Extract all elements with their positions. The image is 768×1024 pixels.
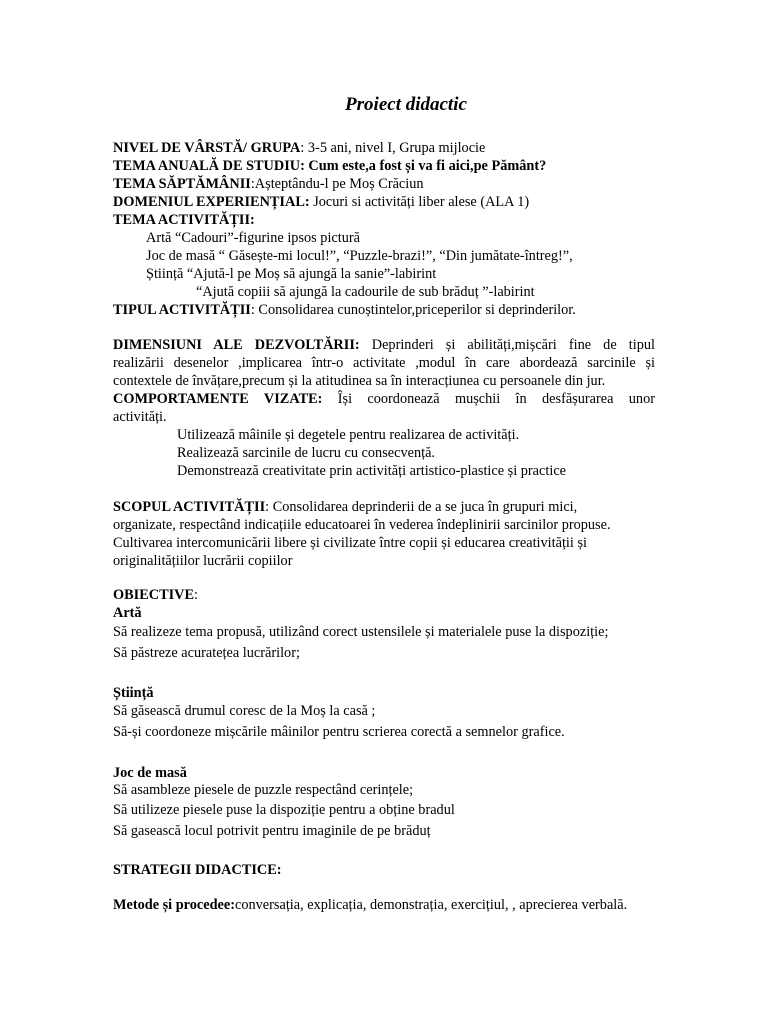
- obiective-stiinta-heading: Știință: [113, 685, 154, 701]
- domeniul-line: [113, 193, 529, 211]
- comportamente-item: Demonstrează creativitate prin activități artistico-plastice și practice: [177, 463, 567, 479]
- tipul-label: TIPUL ACTIVITĂȚII: [113, 302, 251, 318]
- obiectiv-item: Să utilizeze piesele puse la dispoziție pentru a obține bradul: [113, 802, 455, 818]
- nivel-line: [113, 139, 485, 157]
- dimensiuni-line: DIMENSIUNI ALE DEZVOLTĂRII: Deprinderi și abilități,mișcări fine de tipul: [113, 337, 655, 353]
- obiectiv-item: Să păstreze acuratețea lucrărilor;: [113, 645, 300, 661]
- nivel-label: NIVEL DE VÂRSTĂ/ GRUPA: [113, 140, 301, 156]
- metode-label: Metode și procedee:: [113, 897, 236, 913]
- tema-saptamanii-label: TEMA SĂPTĂMÂNII: [113, 176, 251, 192]
- scopul-line: SCOPUL ACTIVITĂȚII: Consolidarea deprinderii de a se juca în grupuri mici,: [113, 499, 578, 515]
- scopul-text: Cultivarea intercomunicării libere și civilizate între copii și educarea creativității și: [113, 535, 587, 551]
- comportamente-text: activități.: [113, 409, 167, 425]
- dimensiuni-text: realizării desenelor ,implicarea într-o activitate ,modul în care abordează sarcinile și: [113, 355, 655, 371]
- tema-anuala-label: TEMA ANUALĂ DE STUDIU: Cum este,a fost și va fi aici,pe Pământ?: [113, 158, 547, 174]
- obiectiv-item: Să gasească locul potrivit pentru imaginile de pe brăduț: [113, 823, 431, 839]
- tema-saptamanii-line: [113, 175, 424, 193]
- scopul-text: organizate, respectând indicațiile educatoarei în vederea îndeplinirii sarcinilor propuse.: [113, 517, 611, 533]
- comportamente-item: Realizează sarcinile de lucru cu consecvență.: [177, 445, 435, 461]
- metode-value: conversația, explicația, demonstrația, exercițiul, , aprecierea verbală.: [235, 897, 628, 913]
- comportamente-label: COMPORTAMENTE VIZATE:: [113, 391, 323, 407]
- tema-activitatii-item: Știință “Ajută-l pe Moș să ajungă la sanie”-labirint: [146, 266, 437, 282]
- page-title: Proiect didactic: [345, 94, 467, 115]
- obiective-heading: OBIECTIVE:: [113, 587, 199, 603]
- scopul-text: originalitățiilor lucrării copiilor: [113, 553, 293, 569]
- obiective-joc-heading: Joc de masă: [113, 765, 187, 781]
- domeniul-value: Jocuri si activități liber alese (ALA 1): [309, 194, 530, 210]
- tema-anuala-line: [113, 157, 546, 175]
- metode-line: [113, 896, 627, 914]
- tipul-value: : Consolidarea cunoștintelor,priceperilor si deprinderilor.: [250, 302, 576, 318]
- domeniul-label: DOMENIUL EXPERIENȚIAL:: [113, 194, 310, 210]
- comportamente-line: COMPORTAMENTE VIZATE: Își coordonează mușchii în desfășurarea unor: [113, 391, 655, 407]
- obiectiv-item: Să asambleze piesele de puzzle respectând cerințele;: [113, 782, 414, 798]
- obiectiv-item: Să-și coordoneze mișcările mâinilor pentru scrierea corectă a semnelor grafice.: [113, 724, 565, 740]
- tema-activitatii-item: “Ajută copiii să ajungă la cadourile de sub brăduț ”-labirint: [196, 284, 535, 300]
- tipul-line: [113, 301, 576, 319]
- comportamente-item: Utilizează mâinile și degetele pentru realizarea de activități.: [177, 427, 520, 443]
- dimensiuni-text: contextele de învățare,precum și la atitudinea sa în interacțiunea cu persoanele din jur.: [113, 373, 606, 389]
- dimensiuni-label: DIMENSIUNI ALE DEZVOLTĂRII:: [113, 337, 360, 353]
- scopul-label: SCOPUL ACTIVITĂȚII: [113, 499, 266, 515]
- tema-activitatii-heading: TEMA ACTIVITĂȚII:: [113, 212, 255, 228]
- tema-activitatii-item: Artă “Cadouri”-figurine ipsos pictură: [146, 230, 360, 246]
- obiective-arta-heading: Artă: [113, 605, 142, 621]
- tema-activitatii-item: Joc de masă “ Găsește-mi locul!”, “Puzzle-brazi!”, “Din jumătate-întreg!”,: [146, 248, 573, 264]
- tema-saptamanii-value: :Așteptându-l pe Moș Crăciun: [250, 176, 424, 192]
- strategii-heading: STRATEGII DIDACTICE:: [113, 862, 282, 878]
- obiectiv-item: Să realizeze tema propusă, utilizând corect ustensilele și materialele puse la dispoziție;: [113, 624, 609, 640]
- nivel-value: : 3-5 ani, nivel I, Grupa mijlocie: [300, 140, 486, 156]
- obiectiv-item: Să găsească drumul coresc de la Moș la casă ;: [113, 703, 376, 719]
